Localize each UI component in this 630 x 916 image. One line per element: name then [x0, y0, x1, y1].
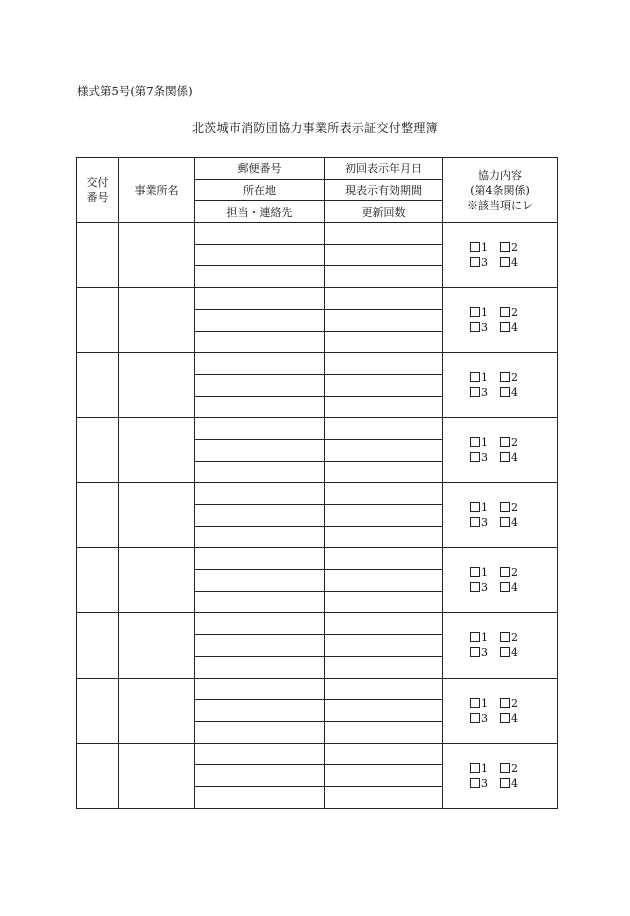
checkbox-icon[interactable]: [470, 307, 480, 317]
issue-number-cell[interactable]: [77, 678, 119, 743]
checkbox-icon[interactable]: [470, 647, 480, 657]
table-row: [77, 678, 558, 700]
checkbox-label: 1: [481, 696, 488, 710]
header-address: 所在地: [195, 179, 325, 201]
header-validity-period: 現表示有効期間: [325, 179, 443, 201]
issue-number-cell[interactable]: [77, 223, 119, 288]
renewal-count-cell[interactable]: [325, 331, 443, 353]
postal-code-cell[interactable]: [195, 613, 325, 635]
header-business-name: 事業所名: [119, 158, 195, 223]
cooperation-option-1[interactable]: [470, 500, 500, 515]
address-cell[interactable]: [195, 244, 325, 266]
cooperation-checkbox-group: [443, 223, 558, 288]
cooperation-option-4[interactable]: [500, 515, 530, 530]
checkbox-icon[interactable]: [470, 517, 480, 527]
checkbox-icon[interactable]: [470, 387, 480, 397]
document-title: 北茨城市消防団協力事業所表示証交付整理簿: [191, 121, 438, 135]
validity-period-cell[interactable]: [325, 244, 443, 266]
cooperation-checkbox-group: [443, 353, 558, 418]
validity-period-cell[interactable]: [325, 765, 443, 787]
header-contact: 担当・連絡先: [195, 201, 325, 223]
checkbox-icon[interactable]: [500, 322, 510, 332]
contact-cell[interactable]: [195, 331, 325, 353]
cooperation-option-3[interactable]: [470, 515, 500, 530]
checkbox-line: [443, 305, 557, 320]
checkbox-icon[interactable]: [470, 452, 480, 462]
checkbox-label: 4: [511, 711, 518, 725]
cooperation-option-3[interactable]: [470, 320, 500, 335]
renewal-count-cell[interactable]: [325, 526, 443, 548]
checkbox-label: 2: [511, 761, 518, 775]
checkbox-icon[interactable]: [500, 582, 510, 592]
cooperation-option-1[interactable]: [470, 370, 500, 385]
address-cell[interactable]: [195, 374, 325, 396]
cooperation-option-3[interactable]: [470, 580, 500, 595]
checkbox-icon[interactable]: [470, 632, 480, 642]
cooperation-option-2[interactable]: [500, 240, 530, 255]
checkbox-icon[interactable]: [500, 713, 510, 723]
first-display-date-cell[interactable]: [325, 353, 443, 375]
checkbox-icon[interactable]: [500, 387, 510, 397]
cooperation-option-1[interactable]: [470, 761, 500, 776]
table-row: [77, 613, 558, 635]
business-name-cell[interactable]: [119, 743, 195, 808]
postal-code-cell[interactable]: [195, 548, 325, 570]
cooperation-option-3[interactable]: [470, 255, 500, 270]
validity-period-cell[interactable]: [325, 439, 443, 461]
header-cooperation: 協力内容 (第4条関係) ※該当項にレ: [443, 158, 558, 223]
checkbox-label: 1: [481, 566, 488, 580]
address-cell[interactable]: [195, 309, 325, 331]
checkbox-line: [443, 761, 557, 776]
first-display-date-cell[interactable]: [325, 548, 443, 570]
contact-cell[interactable]: [195, 591, 325, 613]
checkbox-icon[interactable]: [470, 242, 480, 252]
cooperation-option-4[interactable]: [500, 255, 530, 270]
cooperation-checkbox-group: [443, 418, 558, 483]
issue-number-cell[interactable]: [77, 483, 119, 548]
address-cell[interactable]: [195, 635, 325, 657]
renewal-count-cell[interactable]: [325, 461, 443, 483]
register-table: [76, 157, 558, 809]
checkbox-line: [443, 255, 557, 270]
contact-cell[interactable]: [195, 461, 325, 483]
cooperation-checkbox-group: [443, 483, 558, 548]
table-row: [77, 418, 558, 440]
checkbox-label: 3: [481, 516, 488, 530]
checkbox-label: 3: [481, 776, 488, 790]
renewal-count-cell[interactable]: [325, 721, 443, 743]
checkbox-icon[interactable]: [470, 567, 480, 577]
contact-cell[interactable]: [195, 656, 325, 678]
checkbox-icon[interactable]: [470, 257, 480, 267]
checkbox-line: [443, 711, 557, 726]
first-display-date-cell[interactable]: [325, 483, 443, 505]
checkbox-icon[interactable]: [500, 242, 510, 252]
renewal-count-cell[interactable]: [325, 656, 443, 678]
table-row: [77, 483, 558, 505]
business-name-cell[interactable]: [119, 483, 195, 548]
issue-number-cell[interactable]: [77, 353, 119, 418]
checkbox-label: 3: [481, 386, 488, 400]
checkbox-line: [443, 385, 557, 400]
checkbox-label: 1: [481, 761, 488, 775]
address-cell[interactable]: [195, 439, 325, 461]
issue-number-cell[interactable]: [77, 613, 119, 678]
postal-code-cell[interactable]: [195, 678, 325, 700]
cooperation-checkbox-group: [443, 743, 558, 808]
checkbox-label: 1: [481, 306, 488, 320]
checkbox-icon[interactable]: [500, 307, 510, 317]
cooperation-option-3[interactable]: [470, 776, 500, 791]
cooperation-option-1[interactable]: [470, 630, 500, 645]
contact-cell[interactable]: [195, 526, 325, 548]
checkbox-label: 4: [511, 451, 518, 465]
checkbox-label: 1: [481, 436, 488, 450]
contact-cell[interactable]: [195, 396, 325, 418]
checkbox-icon[interactable]: [500, 632, 510, 642]
checkbox-icon[interactable]: [500, 778, 510, 788]
checkbox-label: 4: [511, 516, 518, 530]
checkbox-label: 4: [511, 256, 518, 270]
cooperation-option-2[interactable]: [500, 305, 530, 320]
first-display-date-cell[interactable]: [325, 288, 443, 310]
form-number: 様式第5号(第7条関係): [77, 84, 193, 98]
checkbox-label: 2: [511, 631, 518, 645]
cooperation-option-1[interactable]: [470, 240, 500, 255]
checkbox-line: [443, 696, 557, 711]
checkbox-line: [443, 580, 557, 595]
address-cell[interactable]: [195, 700, 325, 722]
business-name-cell[interactable]: [119, 613, 195, 678]
checkbox-icon[interactable]: [500, 567, 510, 577]
table-row: [77, 743, 558, 765]
checkbox-label: 3: [481, 581, 488, 595]
issue-number-cell[interactable]: [77, 548, 119, 613]
checkbox-label: 2: [511, 371, 518, 385]
checkbox-icon[interactable]: [500, 452, 510, 462]
validity-period-cell[interactable]: [325, 635, 443, 657]
cooperation-option-2[interactable]: [500, 630, 530, 645]
checkbox-label: 3: [481, 256, 488, 270]
first-display-date-cell[interactable]: [325, 743, 443, 765]
cooperation-option-2[interactable]: [500, 370, 530, 385]
checkbox-icon[interactable]: [500, 517, 510, 527]
checkbox-line: [443, 630, 557, 645]
address-cell[interactable]: [195, 505, 325, 527]
issue-number-cell[interactable]: [77, 418, 119, 483]
checkbox-label: 1: [481, 631, 488, 645]
table-row: [77, 353, 558, 375]
checkbox-icon[interactable]: [470, 698, 480, 708]
checkbox-label: 2: [511, 306, 518, 320]
renewal-count-cell[interactable]: [325, 591, 443, 613]
first-display-date-cell[interactable]: [325, 613, 443, 635]
checkbox-line: [443, 435, 557, 450]
checkbox-icon[interactable]: [470, 502, 480, 512]
business-name-cell[interactable]: [119, 678, 195, 743]
checkbox-label: 1: [481, 371, 488, 385]
cooperation-option-4[interactable]: [500, 711, 530, 726]
first-display-date-cell[interactable]: [325, 223, 443, 245]
address-cell[interactable]: [195, 765, 325, 787]
checkbox-label: 4: [511, 386, 518, 400]
validity-period-cell[interactable]: [325, 505, 443, 527]
cooperation-option-2[interactable]: [500, 761, 530, 776]
checkbox-icon[interactable]: [470, 322, 480, 332]
checkbox-icon[interactable]: [500, 502, 510, 512]
checkbox-icon[interactable]: [500, 437, 510, 447]
checkbox-icon[interactable]: [500, 698, 510, 708]
cooperation-option-4[interactable]: [500, 580, 530, 595]
cooperation-option-2[interactable]: [500, 500, 530, 515]
cooperation-checkbox-group: [443, 613, 558, 678]
header-first-display-date: 初回表示年月日: [325, 158, 443, 180]
header-row-1: [77, 158, 558, 180]
checkbox-icon[interactable]: [470, 372, 480, 382]
cooperation-option-4[interactable]: [500, 776, 530, 791]
cooperation-option-3[interactable]: [470, 711, 500, 726]
postal-code-cell[interactable]: [195, 288, 325, 310]
checkbox-icon[interactable]: [500, 763, 510, 773]
validity-period-cell[interactable]: [325, 374, 443, 396]
postal-code-cell[interactable]: [195, 223, 325, 245]
cooperation-option-1[interactable]: [470, 565, 500, 580]
cooperation-option-2[interactable]: [500, 435, 530, 450]
checkbox-label: 2: [511, 241, 518, 255]
postal-code-cell[interactable]: [195, 353, 325, 375]
checkbox-label: 3: [481, 646, 488, 660]
address-cell[interactable]: [195, 570, 325, 592]
checkbox-line: [443, 515, 557, 530]
cooperation-checkbox-group: [443, 678, 558, 743]
checkbox-line: [443, 320, 557, 335]
cooperation-option-4[interactable]: [500, 645, 530, 660]
business-name-cell[interactable]: [119, 288, 195, 353]
checkbox-label: 2: [511, 501, 518, 515]
cooperation-checkbox-group: [443, 288, 558, 353]
first-display-date-cell[interactable]: [325, 418, 443, 440]
postal-code-cell[interactable]: [195, 418, 325, 440]
issue-number-cell[interactable]: [77, 743, 119, 808]
contact-cell[interactable]: [195, 786, 325, 808]
checkbox-label: 2: [511, 436, 518, 450]
business-name-cell[interactable]: [119, 418, 195, 483]
table-row: [77, 223, 558, 245]
checkbox-icon[interactable]: [500, 372, 510, 382]
checkbox-icon[interactable]: [470, 437, 480, 447]
cooperation-option-4[interactable]: [500, 320, 530, 335]
validity-period-cell[interactable]: [325, 700, 443, 722]
cooperation-option-1[interactable]: [470, 305, 500, 320]
checkbox-line: [443, 645, 557, 660]
cooperation-option-3[interactable]: [470, 450, 500, 465]
checkbox-label: 3: [481, 321, 488, 335]
postal-code-cell[interactable]: [195, 743, 325, 765]
renewal-count-cell[interactable]: [325, 396, 443, 418]
cooperation-option-4[interactable]: [500, 450, 530, 465]
cooperation-option-1[interactable]: [470, 696, 500, 711]
cooperation-option-3[interactable]: [470, 385, 500, 400]
business-name-cell[interactable]: [119, 353, 195, 418]
table-row: [77, 288, 558, 310]
cooperation-option-3[interactable]: [470, 645, 500, 660]
checkbox-label: 4: [511, 581, 518, 595]
checkbox-icon[interactable]: [500, 647, 510, 657]
checkbox-line: [443, 450, 557, 465]
contact-cell[interactable]: [195, 266, 325, 288]
checkbox-line: [443, 565, 557, 580]
cooperation-option-2[interactable]: [500, 565, 530, 580]
renewal-count-cell[interactable]: [325, 266, 443, 288]
checkbox-label: 2: [511, 696, 518, 710]
validity-period-cell[interactable]: [325, 570, 443, 592]
checkbox-label: 1: [481, 241, 488, 255]
checkbox-label: 4: [511, 776, 518, 790]
checkbox-label: 2: [511, 566, 518, 580]
postal-code-cell[interactable]: [195, 483, 325, 505]
checkbox-icon[interactable]: [470, 713, 480, 723]
header-issue-number: 交付 番号: [77, 158, 119, 223]
checkbox-line: [443, 240, 557, 255]
table-row: [77, 548, 558, 570]
cooperation-option-2[interactable]: [500, 696, 530, 711]
cooperation-option-1[interactable]: [470, 435, 500, 450]
cooperation-checkbox-group: [443, 548, 558, 613]
header-renewal-count: 更新回数: [325, 201, 443, 223]
issue-number-cell[interactable]: [77, 288, 119, 353]
checkbox-label: 3: [481, 451, 488, 465]
checkbox-icon[interactable]: [500, 257, 510, 267]
checkbox-line: [443, 370, 557, 385]
checkbox-icon[interactable]: [470, 582, 480, 592]
contact-cell[interactable]: [195, 721, 325, 743]
business-name-cell[interactable]: [119, 223, 195, 288]
renewal-count-cell[interactable]: [325, 786, 443, 808]
checkbox-label: 1: [481, 501, 488, 515]
checkbox-label: 4: [511, 321, 518, 335]
validity-period-cell[interactable]: [325, 309, 443, 331]
checkbox-line: [443, 500, 557, 515]
cooperation-option-4[interactable]: [500, 385, 530, 400]
checkbox-line: [443, 776, 557, 791]
business-name-cell[interactable]: [119, 548, 195, 613]
checkbox-label: 3: [481, 711, 488, 725]
first-display-date-cell[interactable]: [325, 678, 443, 700]
checkbox-icon[interactable]: [470, 778, 480, 788]
checkbox-icon[interactable]: [470, 763, 480, 773]
header-postal-code: 郵便番号: [195, 158, 325, 180]
checkbox-label: 4: [511, 646, 518, 660]
